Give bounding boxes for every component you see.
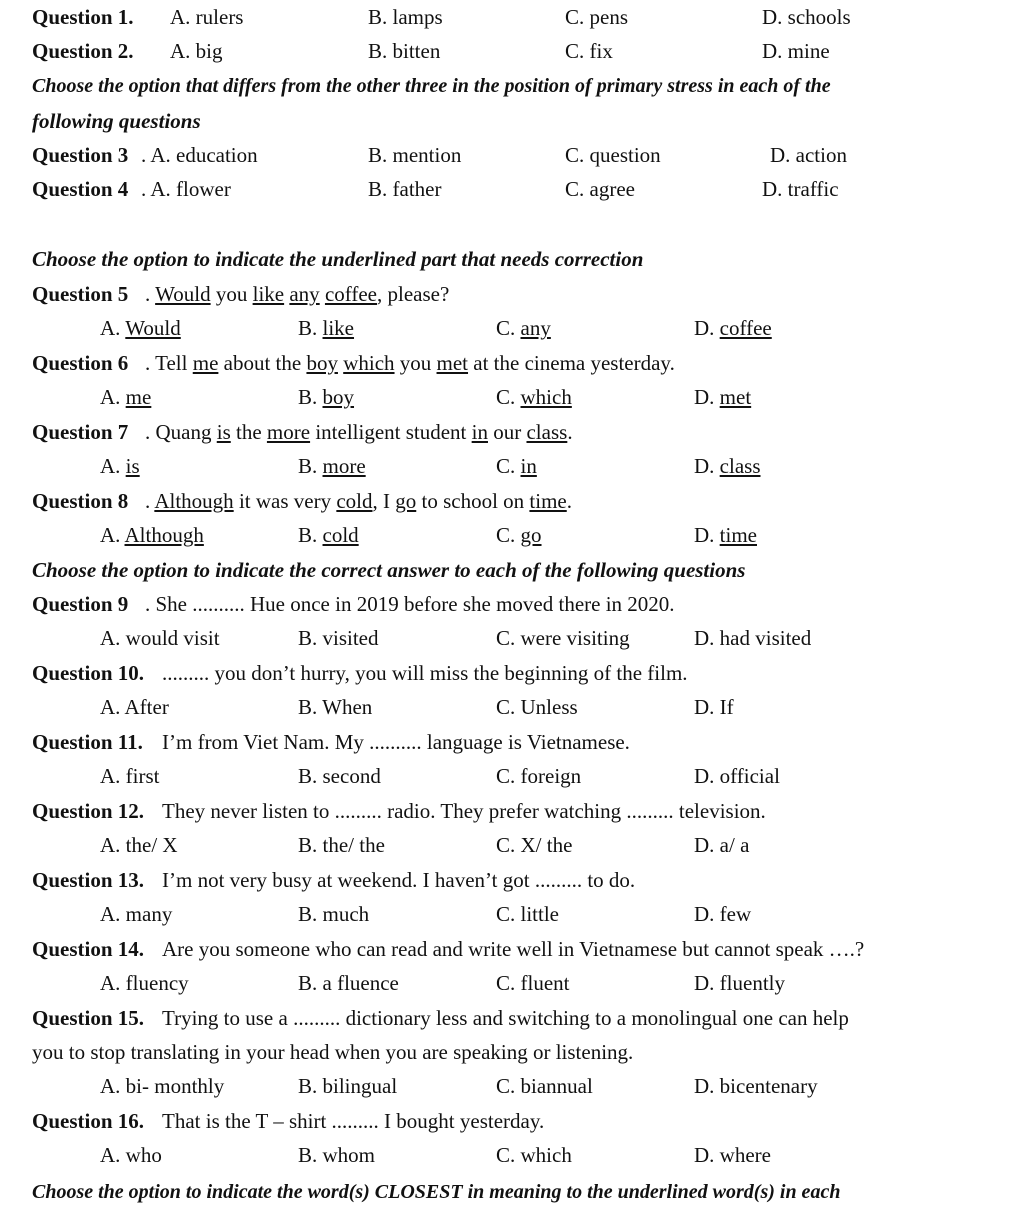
- option-a: . A. flower: [141, 177, 231, 201]
- stem-text: about the: [218, 351, 307, 375]
- question-15: [0, 1001, 1024, 1035]
- option-letter: C.: [496, 316, 521, 340]
- question-label: Question 1.: [32, 5, 134, 29]
- option-c: C. pens: [565, 5, 628, 29]
- option-b: B. the/ the: [298, 833, 385, 857]
- underlined-part: more: [266, 420, 311, 444]
- option-b: [298, 380, 354, 414]
- option-word: Although: [124, 523, 204, 547]
- question-stem: They never listen to ......... radio. They prefer watching ......... television.: [162, 799, 766, 823]
- stem-text: .: [145, 489, 155, 513]
- option-d: D. If: [694, 695, 734, 719]
- question-label: Question 13.: [32, 868, 145, 892]
- option-b: B. When: [298, 695, 373, 719]
- option-a: A. fluency: [100, 971, 189, 995]
- instruction-error: [0, 242, 1024, 276]
- option-letter: C.: [496, 385, 521, 409]
- option-word: time: [719, 523, 757, 547]
- option-letter: D.: [694, 523, 720, 547]
- stem-text: it was very: [233, 489, 337, 513]
- option-a: [100, 311, 181, 345]
- underlined-part: coffee: [324, 282, 378, 306]
- underlined-part: time: [529, 489, 567, 513]
- option-c: C. agree: [565, 177, 635, 201]
- question-4: [0, 172, 1024, 206]
- option-d: D. schools: [762, 5, 851, 29]
- question-12: [0, 794, 1024, 828]
- option-c: [496, 380, 572, 414]
- stem-text: our: [487, 420, 527, 444]
- stem-text: to school on: [416, 489, 530, 513]
- option-d: D. action: [770, 143, 847, 167]
- option-d: [694, 311, 772, 345]
- option-d: D. fluently: [694, 971, 785, 995]
- stem-text: . Quang: [145, 420, 217, 444]
- question-2: [0, 34, 1024, 68]
- option-b: B. a fluence: [298, 971, 399, 995]
- option-a: A. first: [100, 764, 160, 788]
- option-letter: A.: [100, 385, 126, 409]
- question-16: [0, 1104, 1024, 1138]
- option-b: B. mention: [368, 143, 462, 167]
- underlined-part: Although: [154, 489, 234, 513]
- option-b: B. visited: [298, 626, 379, 650]
- instruction-closest: [0, 1175, 1024, 1209]
- option-d: D. a/ a: [694, 833, 750, 857]
- stem-text: at the cinema yesterday.: [468, 351, 675, 375]
- option-a: A. After: [100, 695, 169, 719]
- option-letter: A.: [100, 316, 126, 340]
- question-label: Question 9: [32, 592, 129, 616]
- instruction-stress-cont: [0, 104, 1024, 138]
- question-12-options: [0, 828, 1024, 862]
- option-b: B. much: [298, 902, 370, 926]
- question-7: [0, 415, 1024, 449]
- option-d: D. traffic: [762, 177, 839, 201]
- option-c: C. X/ the: [496, 833, 573, 857]
- stem-text: .: [566, 489, 572, 513]
- option-a: A. rulers: [170, 5, 244, 29]
- option-d: D. few: [694, 902, 752, 926]
- option-c: C. were visiting: [496, 626, 630, 650]
- option-a: . A. education: [141, 143, 258, 167]
- stem-text: , please?: [377, 282, 450, 306]
- instruction-correct: [0, 553, 1024, 587]
- option-d: D. where: [694, 1143, 771, 1167]
- question-label: Question 14.: [32, 937, 145, 961]
- option-c: C. which: [496, 1143, 572, 1167]
- option-a: A. the/ X: [100, 833, 178, 857]
- underlined-part: met: [436, 351, 469, 375]
- underlined-part: like: [252, 282, 285, 306]
- question-8: [0, 484, 1024, 518]
- option-c: [496, 449, 537, 483]
- option-letter: B.: [298, 523, 323, 547]
- question-15-cont: [0, 1035, 1024, 1069]
- option-a: [100, 518, 204, 552]
- option-word: like: [322, 316, 355, 340]
- question-label: Question 10.: [32, 661, 145, 685]
- option-d: D. had visited: [694, 626, 812, 650]
- option-word: met: [719, 385, 752, 409]
- underlined-part: boy: [306, 351, 338, 375]
- question-label: Question 6: [32, 351, 129, 375]
- option-letter: B.: [298, 316, 323, 340]
- option-word: coffee: [719, 316, 772, 340]
- option-a: A. bi- monthly: [100, 1074, 225, 1098]
- question-10-options: [0, 690, 1024, 724]
- question-stem: [145, 277, 449, 311]
- option-letter: D.: [694, 316, 720, 340]
- option-b: B. whom: [298, 1143, 376, 1167]
- underlined-part: which: [343, 351, 395, 375]
- question-label: Question 8: [32, 489, 129, 513]
- stem-text: intelligent student: [310, 420, 472, 444]
- question-label: Question 2.: [32, 39, 134, 63]
- question-10: [0, 656, 1024, 690]
- question-label: Question 7: [32, 420, 129, 444]
- option-c: C. fix: [565, 39, 613, 63]
- question-13: [0, 863, 1024, 897]
- instruction-text: Choose the option to indicate the underlined part that needs correction: [32, 247, 644, 271]
- question-9-options: [0, 621, 1024, 655]
- option-word: Would: [125, 316, 181, 340]
- option-c: C. Unless: [496, 695, 578, 719]
- option-c: C. biannual: [496, 1074, 593, 1098]
- question-13-options: [0, 897, 1024, 931]
- option-a: A. who: [100, 1143, 162, 1167]
- underlined-part: Would: [155, 282, 211, 306]
- question-7-options: [0, 449, 1024, 483]
- option-letter: B.: [298, 385, 323, 409]
- instruction-text: Choose the option to indicate the correct answer to each of the following questions: [32, 558, 746, 582]
- question-stem: Are you someone who can read and write well in Vietnamese but cannot speak ….?: [162, 937, 865, 961]
- question-14-options: [0, 966, 1024, 1000]
- option-a: A. would visit: [100, 626, 220, 650]
- question-stem: I’m not very busy at weekend. I haven’t got ......... to do.: [162, 868, 636, 892]
- option-letter: D.: [694, 454, 720, 478]
- question-6-options: [0, 380, 1024, 414]
- question-label: Question 5: [32, 282, 129, 306]
- option-letter: A.: [100, 454, 126, 478]
- option-d: D. mine: [762, 39, 830, 63]
- option-letter: A.: [100, 523, 125, 547]
- stem-text: , I: [372, 489, 396, 513]
- option-b: B. father: [368, 177, 442, 201]
- option-word: me: [125, 385, 152, 409]
- option-b: [298, 518, 359, 552]
- option-d: [694, 518, 757, 552]
- option-c: C. fluent: [496, 971, 570, 995]
- instruction-text: Choose the option that differs from the other three in the position of primary stress in each of the: [32, 75, 831, 97]
- option-a: A. big: [170, 39, 223, 63]
- option-word: which: [520, 385, 572, 409]
- underlined-part: is: [216, 420, 231, 444]
- question-15-options: [0, 1069, 1024, 1103]
- question-label: Question 12.: [32, 799, 145, 823]
- option-b: B. second: [298, 764, 381, 788]
- question-stem: Trying to use a ......... dictionary less and switching to a monolingual one can help: [162, 1006, 849, 1030]
- option-a: [100, 380, 151, 414]
- question-14: [0, 932, 1024, 966]
- question-stem: ......... you don’t hurry, you will miss the beginning of the film.: [162, 661, 688, 685]
- underlined-part: any: [289, 282, 320, 306]
- question-stem: That is the T – shirt ......... I bought yesterday.: [162, 1109, 545, 1133]
- question-label: Question 11.: [32, 730, 143, 754]
- question-stem: [145, 484, 572, 518]
- underlined-part: go: [395, 489, 417, 513]
- question-5-options: [0, 311, 1024, 345]
- question-1: [0, 0, 1024, 34]
- option-letter: D.: [694, 385, 720, 409]
- stem-text: you: [210, 282, 253, 306]
- option-b: B. bitten: [368, 39, 441, 63]
- option-word: class: [719, 454, 761, 478]
- option-b: [298, 449, 366, 483]
- question-8-options: [0, 518, 1024, 552]
- stem-text: . Tell: [145, 351, 193, 375]
- underlined-part: class: [526, 420, 568, 444]
- option-word: cold: [322, 523, 359, 547]
- option-c: C. little: [496, 902, 559, 926]
- underlined-part: cold: [336, 489, 373, 513]
- question-11: [0, 725, 1024, 759]
- option-c: C. foreign: [496, 764, 582, 788]
- option-d: [694, 380, 751, 414]
- option-word: more: [322, 454, 366, 478]
- question-5: [0, 277, 1024, 311]
- option-c: [496, 518, 542, 552]
- instruction-text: following questions: [32, 109, 201, 133]
- option-letter: C.: [496, 523, 521, 547]
- stem-text: the: [230, 420, 267, 444]
- option-letter: B.: [298, 454, 323, 478]
- question-stem-continued: you to stop translating in your head when you are speaking or listening.: [32, 1040, 634, 1064]
- option-c: [496, 311, 551, 345]
- option-word: is: [125, 454, 140, 478]
- option-a: A. many: [100, 902, 173, 926]
- option-b: B. lamps: [368, 5, 443, 29]
- option-word: go: [520, 523, 542, 547]
- stem-text: .: [567, 420, 573, 444]
- option-a: [100, 449, 140, 483]
- question-9: [0, 587, 1024, 621]
- question-stem: . She .......... Hue once in 2019 before she moved there in 2020.: [145, 592, 675, 616]
- instruction-stress: [0, 69, 1024, 103]
- question-stem: I’m from Viet Nam. My .......... language is Vietnamese.: [162, 730, 630, 754]
- question-6: [0, 346, 1024, 380]
- option-word: any: [520, 316, 551, 340]
- underlined-part: me: [192, 351, 219, 375]
- option-b: B. bilingual: [298, 1074, 398, 1098]
- option-c: C. question: [565, 143, 661, 167]
- question-16-options: [0, 1138, 1024, 1172]
- option-letter: C.: [496, 454, 521, 478]
- option-word: in: [520, 454, 537, 478]
- stem-text: .: [145, 282, 156, 306]
- option-b: [298, 311, 354, 345]
- option-d: [694, 449, 761, 483]
- question-3: [0, 138, 1024, 172]
- underlined-part: in: [471, 420, 488, 444]
- question-label: Question 15.: [32, 1006, 145, 1030]
- instruction-text: Choose the option to indicate the word(s) CLOSEST in meaning to the underlined word(s) in each: [32, 1181, 841, 1203]
- stem-text: you: [394, 351, 437, 375]
- option-d: D. bicentenary: [694, 1074, 818, 1098]
- question-stem: [145, 415, 573, 449]
- option-d: D. official: [694, 764, 780, 788]
- question-11-options: [0, 759, 1024, 793]
- question-stem: [145, 346, 675, 380]
- question-label: Question 4: [32, 177, 129, 201]
- question-label: Question 16.: [32, 1109, 145, 1133]
- option-word: boy: [322, 385, 355, 409]
- question-label: Question 3: [32, 143, 129, 167]
